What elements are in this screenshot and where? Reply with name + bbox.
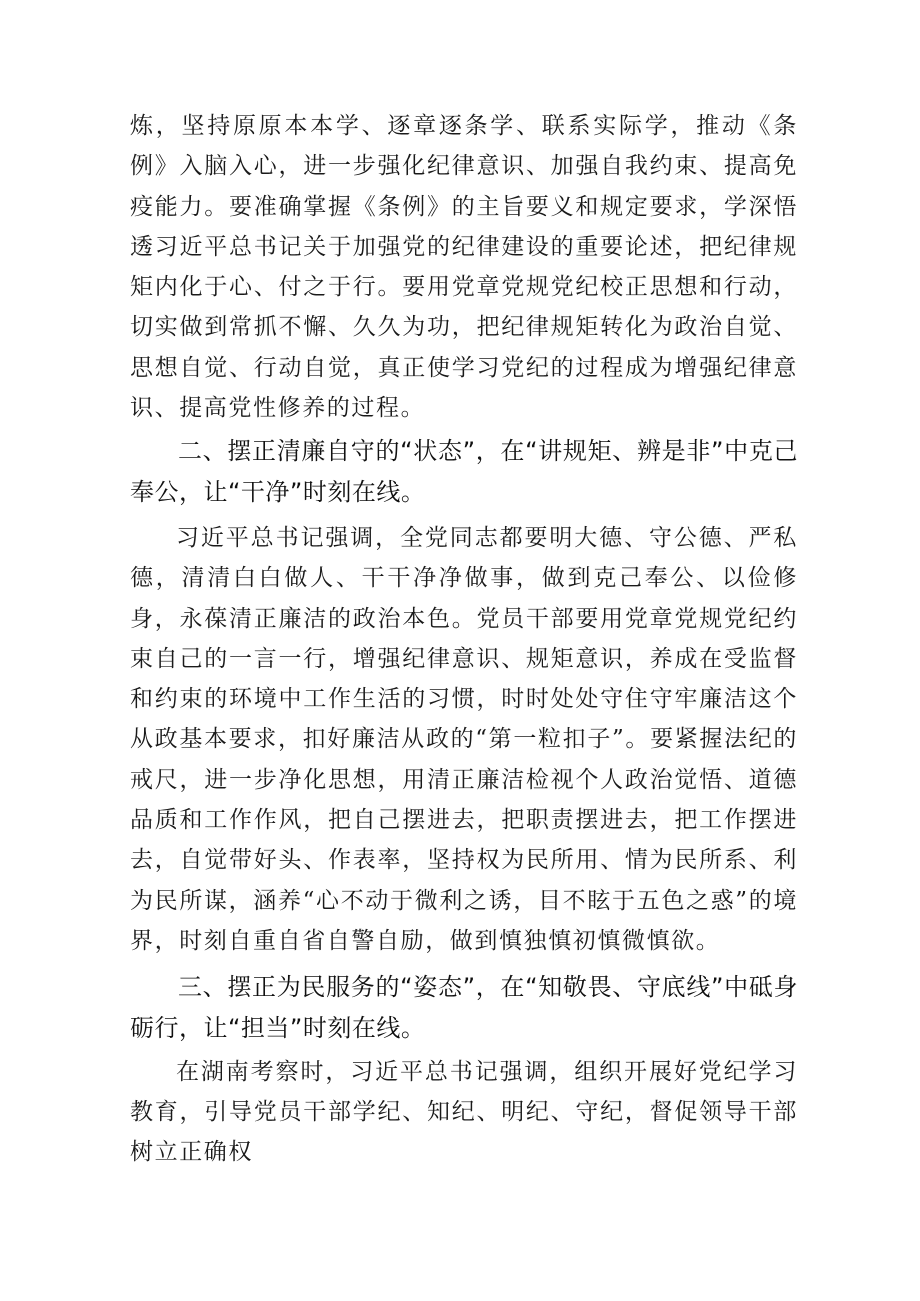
body-paragraph-1: 炼，坚持原原本本学、逐章逐条学、联系实际学，推动《条例》入脑入心，进一步强化纪律意识、加强自我约束、提高免疫能力。要准确掌握《条例》的主旨要义和规定要求，学深悟透习近平总书记关于加强党的纪律建设的重要论述，把纪律规矩内化于心、付之于行。要用党章党规党纪校正思想和行动，切实做到常抓不懈、久久为功，把纪律规矩转化为政治自觉、思想自觉、行动自觉，真正使学习党纪的过程成为增强纪律意识、提高党性修养的过程。 bbox=[130, 113, 798, 422]
document-page bbox=[130, 106, 798, 1173]
body-paragraph-2: 习近平总书记强调，全党同志都要明大德、守公德、严私德，清清白白做人、干干净净做事，做到克己奉公、以俭修身，永葆清正廉洁的政治本色。党员干部要用党章党规党纪约束自己的一言一行，增强纪律意识、规矩意识，养成在受监督和约束的环境中工作生活的习惯，时时处处守住守牢廉洁这个从政基本要求，扣好廉洁从政的“第一粒扣子”。要紧握法纪的戒尺，进一步净化思想，用清正廉洁检视个人政治觉悟、道德品质和工作作风，把自己摆进去，把职责摆进去，把工作摆进去，自觉带好头、作表率，坚持权为民所用、情为民所系、利为民所谋，涵养“心不动于微利之诱，目不眩于五色之惑”的境界，时刻自重自省自警自励，做到慎独慎初慎微慎欲。 bbox=[130, 524, 798, 954]
section-heading-2: 二、摆正清廉自守的“状态”，在“讲规矩、辨是非”中克己奉公，让“干净”时刻在线。 bbox=[130, 437, 798, 506]
section-heading-3: 三、摆正为民服务的“姿态”，在“知敬畏、守底线”中砥身砺行，让“担当”时刻在线。 bbox=[130, 973, 798, 1042]
body-paragraph-3: 在湖南考察时，习近平总书记强调，组织开展好党纪学习教育，引导党员干部学纪、知纪、明纪、守纪，督促领导干部树立正确权 bbox=[130, 1058, 798, 1166]
